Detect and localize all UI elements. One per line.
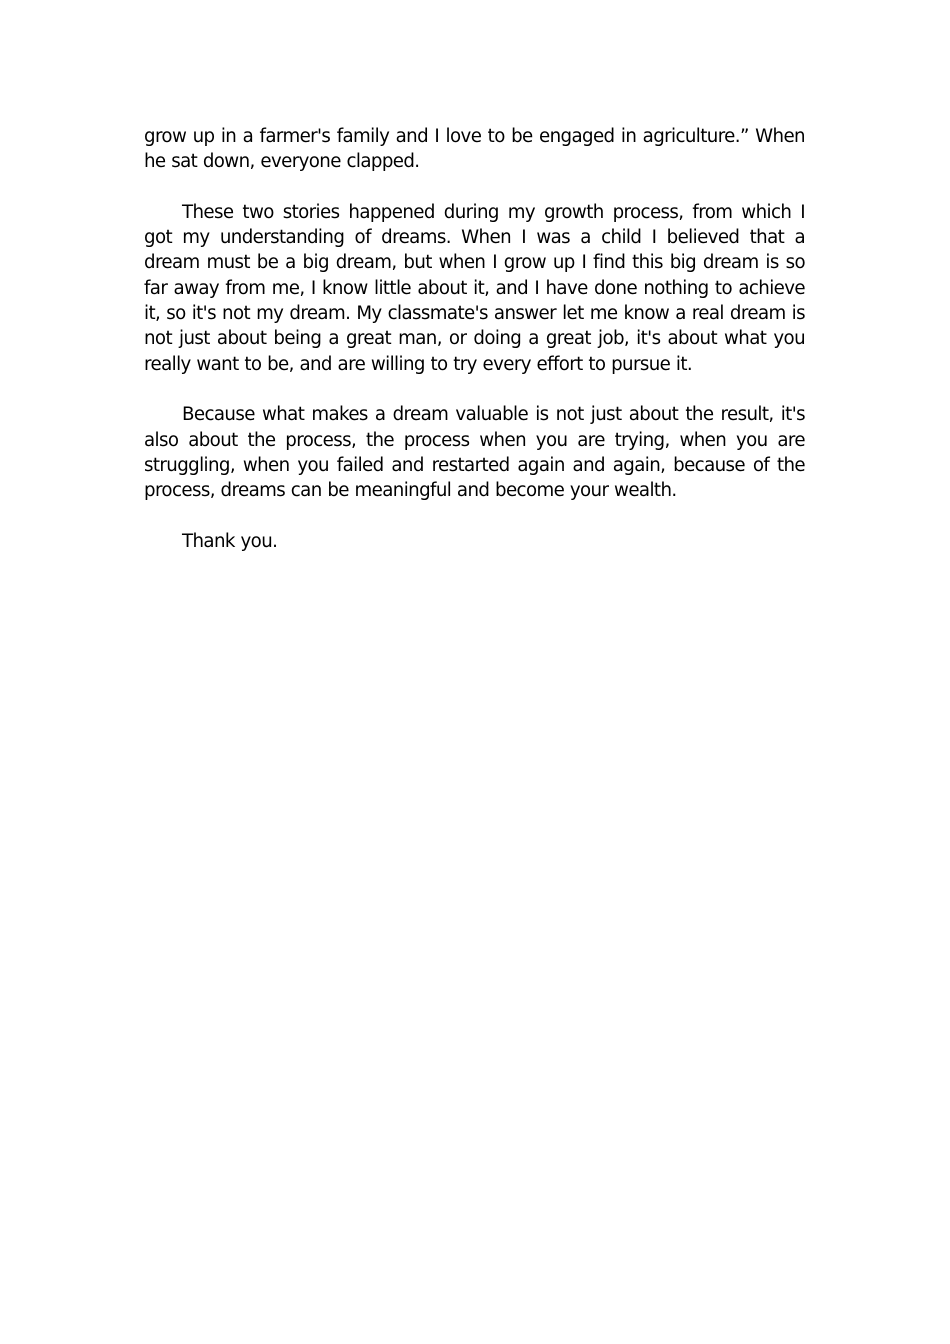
document-body xyxy=(144,124,805,579)
paragraph-two-stories: These two stories happened during my growth process, from which I got my understanding of dreams. When I was a child I believed that a dream must be a big dream, but when I grow up I find this big dream is so far away from me, I know little about it, and I have done nothing to achieve it, so it's not my dream. My classmate's answer let me know a real dream is not just about being a great man, or doing a great job, it's about what you really want to be, and are willing to try every effort to pursue it. xyxy=(144,201,805,375)
paragraph-continuation: grow up in a farmer's family and I love to be engaged in agriculture.” When he sat down, everyone clapped. xyxy=(144,126,805,173)
paragraph-dream-value: Because what makes a dream valuable is not just about the result, it's also about the process, the process when you are trying, when you are struggling, when you failed and restarted again and again, because of the process, dreams can be meaningful and become your wealth. xyxy=(144,404,805,502)
paragraph-thank-you: Thank you. xyxy=(182,530,278,552)
